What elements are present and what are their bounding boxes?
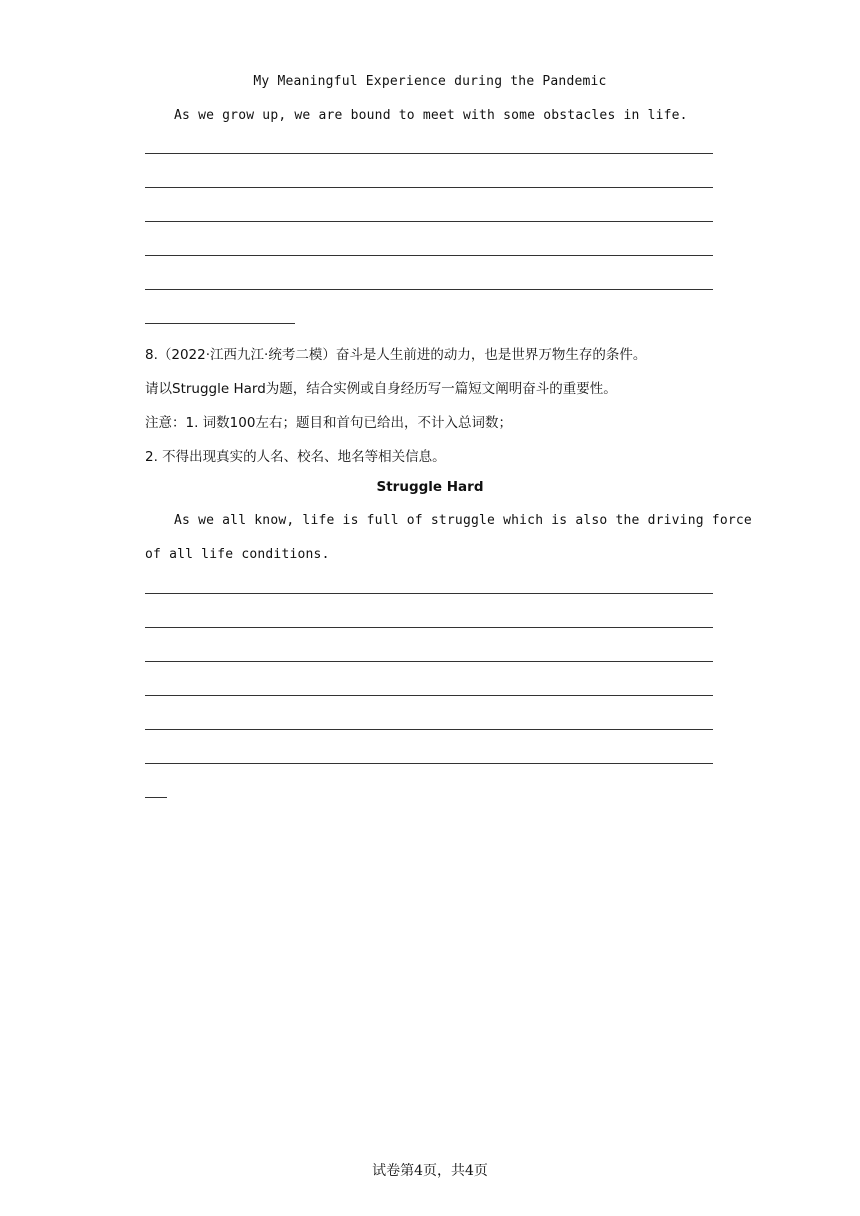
essay-opening-line-2: of all life conditions.	[145, 547, 330, 562]
answer-line	[145, 661, 713, 662]
essay-title: My Meaningful Experience during the Pandemic	[253, 74, 607, 89]
answer-line-end	[145, 797, 167, 798]
essay-opening-line-1: As we all know, life is full of struggle which is also the driving force	[174, 513, 752, 528]
page-number: 试卷第4页，共4页	[372, 1163, 488, 1179]
answer-line	[145, 221, 713, 222]
answer-line	[145, 593, 713, 594]
answer-line	[145, 187, 713, 188]
answer-line-end	[145, 323, 295, 324]
answer-line	[145, 255, 713, 256]
answer-line	[145, 729, 713, 730]
question-8-prompt-line-2: 请以Struggle Hard为题，结合实例或自身经历写一篇短文阐明奋斗的重要性。	[145, 381, 617, 397]
answer-line	[145, 153, 713, 154]
answer-line	[145, 763, 713, 764]
answer-line	[145, 289, 713, 290]
question-8-note-2: 2. 不得出现真实的人名、校名、地名等相关信息。	[145, 449, 446, 465]
essay-title: Struggle Hard	[376, 479, 484, 495]
essay-opening-sentence: As we grow up, we are bound to meet with some obstacles in life.	[174, 108, 688, 123]
question-8-prompt-line-1: 8.（2022·江西九江·统考二模）奋斗是人生前进的动力，也是世界万物生存的条件。	[145, 347, 647, 363]
answer-line	[145, 695, 713, 696]
answer-line	[145, 627, 713, 628]
question-8-note-1: 注意：1. 词数100左右；题目和首句已给出，不计入总词数；	[145, 415, 512, 431]
